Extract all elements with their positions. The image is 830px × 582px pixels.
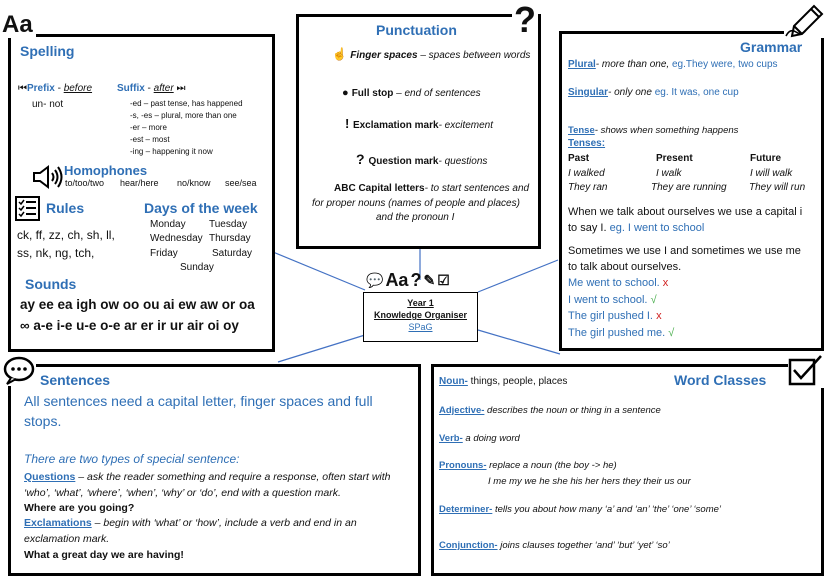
homophone-4: see/sea — [225, 178, 257, 188]
tense-header-past: Past — [568, 153, 590, 164]
checkbox-mini-icon: ☑ — [437, 272, 450, 288]
suffix-arrow-icon: ⏭ — [173, 83, 186, 94]
word-classes-title: Word Classes — [674, 372, 767, 388]
day-saturday: Saturday — [212, 248, 253, 259]
homophone-2: hear/here — [120, 178, 159, 188]
pronouns-list: I me my we he she his her hers they their us our — [488, 476, 691, 487]
homophone-1: to/too/two — [65, 178, 105, 188]
capital-i-line-1: When we talk about ourselves we use a capital i — [568, 206, 803, 218]
prefix-desc: before — [63, 83, 93, 94]
suffix-example-1: -ed – past tense, has happened — [130, 99, 243, 108]
exclamations-example: What a great day we are having! — [24, 549, 184, 561]
tense-present-2: They are running — [651, 182, 727, 193]
day-sunday: Sunday — [180, 262, 214, 273]
capital-letters-row: ABC Capital letters- to start sentences and — [334, 183, 530, 194]
tense-past-1: I walked — [568, 168, 605, 179]
question-icon: ? — [356, 151, 369, 167]
sounds-line-1: ay ee ea igh ow oo ou ai ew aw or oa — [20, 297, 255, 312]
adjective-row: Adjective- describes the noun or thing in a sentence — [439, 405, 661, 416]
checklist-icon — [15, 196, 40, 221]
capital-letters-desc-2: for proper nouns (names of people and places) — [312, 198, 520, 209]
noun-row: Noun- things, people, places — [439, 376, 568, 387]
example-2: I went to school. √ — [568, 294, 657, 306]
tense-future-2: They will run — [749, 182, 806, 193]
center-title-line-2: Knowledge Organiser — [373, 310, 468, 320]
tense-past-2: They ran — [568, 182, 608, 193]
speaker-icon — [31, 165, 65, 189]
exclamation-icon: ! — [345, 116, 353, 131]
day-wednesday: Wednesday — [150, 233, 203, 244]
center-title-line-3: SPaG — [408, 322, 433, 332]
abc-icon: ABC — [334, 183, 356, 194]
tense-header-future: Future — [750, 153, 782, 164]
grammar-title: Grammar — [740, 39, 803, 55]
infinity-icon: ∞ — [20, 318, 34, 333]
verb-row: Verb- a doing word — [439, 433, 520, 444]
days-title: Days of the week — [144, 200, 258, 216]
i-me-line-2: to talk about ourselves. — [568, 261, 682, 273]
prefix-example: un- not — [32, 99, 64, 110]
special-sentence-intro: There are two types of special sentence: — [24, 452, 240, 466]
tenses-label: Tenses: — [568, 138, 606, 149]
full-stop-row: ● Full stop – end of sentences — [342, 87, 481, 99]
spelling-title: Spelling — [20, 43, 75, 59]
capital-letters-desc-3: and the pronoun I — [376, 212, 455, 223]
example-1: Me went to school. x — [568, 277, 669, 289]
homophones-title: Homophones — [64, 163, 148, 178]
center-title-line-1: Year 1 — [407, 298, 434, 308]
spelling-corner-label: Aa — [2, 12, 36, 38]
day-tuesday: Tuesday — [209, 219, 247, 230]
speech-bubble-icon: 💬 — [366, 272, 384, 288]
exclamation-row: ! Exclamation mark- excitement — [345, 116, 494, 131]
exclamations-line-2: exclamation mark. — [24, 533, 110, 545]
punctuation-title: Punctuation — [376, 22, 457, 38]
prefix-arrow-icon: ⏮ — [18, 83, 27, 94]
question-corner-icon: ? — [514, 0, 536, 40]
center-icons: 💬 Aa ? ✎ ☑ — [366, 270, 450, 290]
rules-line-2: ss, nk, ng, tch, — [17, 246, 95, 260]
tense-row: Tense- shows when something happens — [568, 125, 739, 136]
suffix-label: Suffix — [117, 83, 145, 94]
day-friday: Friday — [150, 248, 178, 259]
pronouns-row: Pronouns- replace a noun (the boy -> he) — [439, 460, 617, 471]
speech-bubble-icon — [2, 356, 36, 386]
capital-i-line-2: to say I. eg. I went to school — [568, 222, 705, 234]
plural-row: Plural- more than one, eg.They were, two cups — [568, 59, 778, 70]
conjunction-row: Conjunction- joins clauses together ‘and’ ‘but’ ‘yet’ ‘so’ — [439, 540, 670, 551]
pencil-mini-icon: ✎ — [423, 272, 436, 288]
rules-title: Rules — [46, 200, 85, 216]
homophone-3: no/know — [177, 178, 211, 188]
sounds-title: Sounds — [25, 276, 77, 292]
dot-icon: ● — [342, 87, 352, 99]
example-3: The girl pushed I. x — [568, 310, 662, 322]
center-title-box — [363, 292, 478, 342]
rules-line-1: ck, ff, zz, ch, sh, ll, — [17, 228, 115, 242]
questions-line-2: ‘who’, ‘what’, ‘where’, ‘when’, ‘why’ or ‘do’, end with a question mark. — [24, 487, 341, 499]
tense-present-1: I walk — [656, 168, 682, 179]
sentences-title: Sentences — [40, 372, 111, 388]
determiner-row: Determiner- tells you about how many ‘a’ and ‘an’ ‘the’ ‘one’ ‘some’ — [439, 504, 722, 515]
question-mark-row: ? Question mark- questions — [356, 151, 488, 167]
example-4: The girl pushed me. √ — [568, 327, 675, 339]
day-thursday: Thursday — [209, 233, 251, 244]
question-mini-icon: ? — [410, 270, 422, 290]
pencil-hand-icon — [784, 2, 826, 38]
prefix-label: Prefix — [27, 83, 55, 94]
suffix-example-3: -er – more — [130, 123, 167, 132]
suffix-example-5: -ing – happening it now — [130, 147, 213, 156]
prefix-heading: ⏮Prefix - before — [18, 83, 93, 94]
suffix-example-2: -s, -es – plural, more than one — [130, 111, 237, 120]
exclamations-line-1: Exclamations – begin with ‘what’ or ‘how’, include a verb and end in an — [24, 517, 357, 529]
suffix-example-4: -est – most — [130, 135, 170, 144]
finger-icon: ☝ — [332, 47, 351, 61]
suffix-heading: Suffix - after ⏭ — [117, 83, 186, 94]
suffix-desc: after — [153, 83, 174, 94]
tense-future-1: I will walk — [750, 168, 793, 179]
checkbox-icon — [788, 354, 824, 388]
questions-line-1: Questions – ask the reader something and require a response, often start with — [24, 471, 391, 483]
sentences-intro-1: All sentences need a capital letter, finger spaces and full — [24, 393, 373, 409]
sentences-intro-2: stops. — [24, 413, 62, 429]
tense-header-present: Present — [656, 153, 693, 164]
finger-spaces-row: ☝ Finger spaces – spaces between words — [332, 47, 531, 61]
day-monday: Monday — [150, 219, 186, 230]
i-me-line-1: Sometimes we use I and sometimes we use me — [568, 245, 801, 257]
sounds-line-2: ∞ a-e i-e u-e o-e ar er ir ur air oi oy — [20, 318, 239, 333]
singular-row: Singular- only one eg. It was, one cup — [568, 87, 739, 98]
questions-example: Where are you going? — [24, 502, 135, 514]
